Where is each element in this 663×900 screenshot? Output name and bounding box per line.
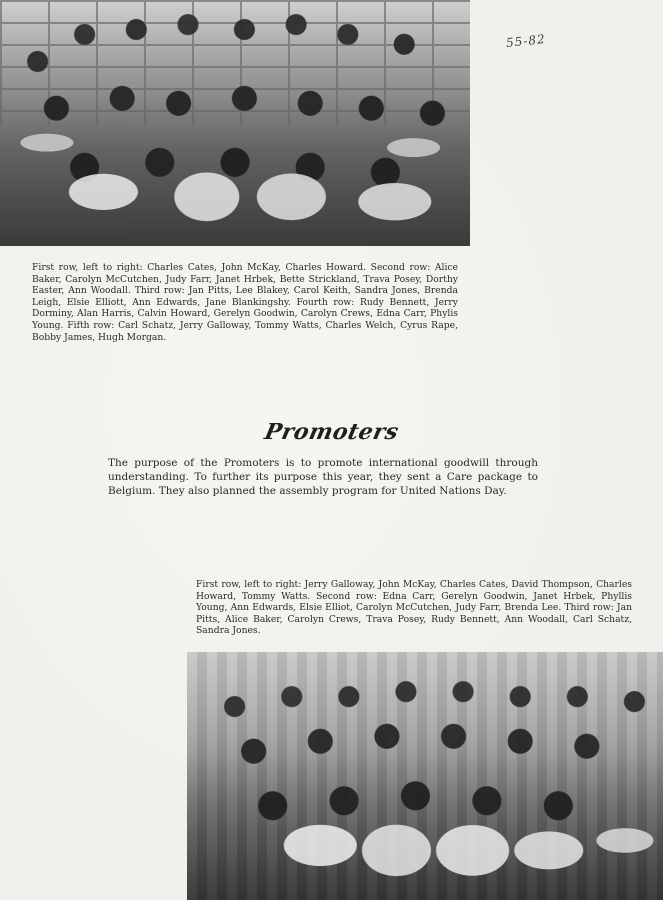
section-title-text: Promoters: [262, 419, 401, 445]
group-highlights: [187, 652, 663, 900]
group-highlights: [0, 0, 470, 246]
bottom-group-photo: [187, 652, 663, 900]
section-paragraph: The purpose of the Promoters is to promote international goodwill through understanding. To further its purpose this year, they sent a Care package to Belgium. They also planned the assembly program for United Nations Day.: [108, 457, 538, 497]
top-group-photo: [0, 0, 470, 246]
bottom-photo-caption: First row, left to right: Jerry Galloway, John McKay, Charles Cates, David Thompson, Charles Howard, Tommy Watts. Second row: Edna Carr, Gerelyn Goodwin, Janet Hrbek, Phyllis Young, Ann Edwards, Elsie Elliot, Carolyn McCutchen, Judy Farr, Brenda Lee. Third row: Jan Pitts, Alice Baker, Carolyn Crews, Trava Posey, Rudy Bennett, Ann Woodall, Carl Schatz, Sandra Jones.: [196, 579, 632, 637]
top-photo-caption: First row, left to right: Charles Cates, John McKay, Charles Howard. Second row: Alice Baker, Carolyn McCutchen, Judy Farr, Janet Hrbek, Bette Strickland, Trava Posey, Dorthy Easter, Ann Woodall. Third row: Jan Pitts, Lee Blakey, Carol Keith, Sandra Jones, Brenda Leigh, Elsie Elliott, Ann Edwards, Jane Blankingshy. Fourth row: Rudy Bennett, Jerry Dorminy, Alan Harris, Calvin Howard, Gerelyn Goodwin, Carolyn Crews, Edna Carr, Phylis Young. Fifth row: Carl Schatz, Jerry Galloway, Tommy Watts, Charles Welch, Cyrus Rape, Bobby James, Hugh Morgan.: [32, 262, 458, 343]
handwritten-note: 55-82: [505, 31, 547, 51]
section-title: [0, 419, 663, 445]
